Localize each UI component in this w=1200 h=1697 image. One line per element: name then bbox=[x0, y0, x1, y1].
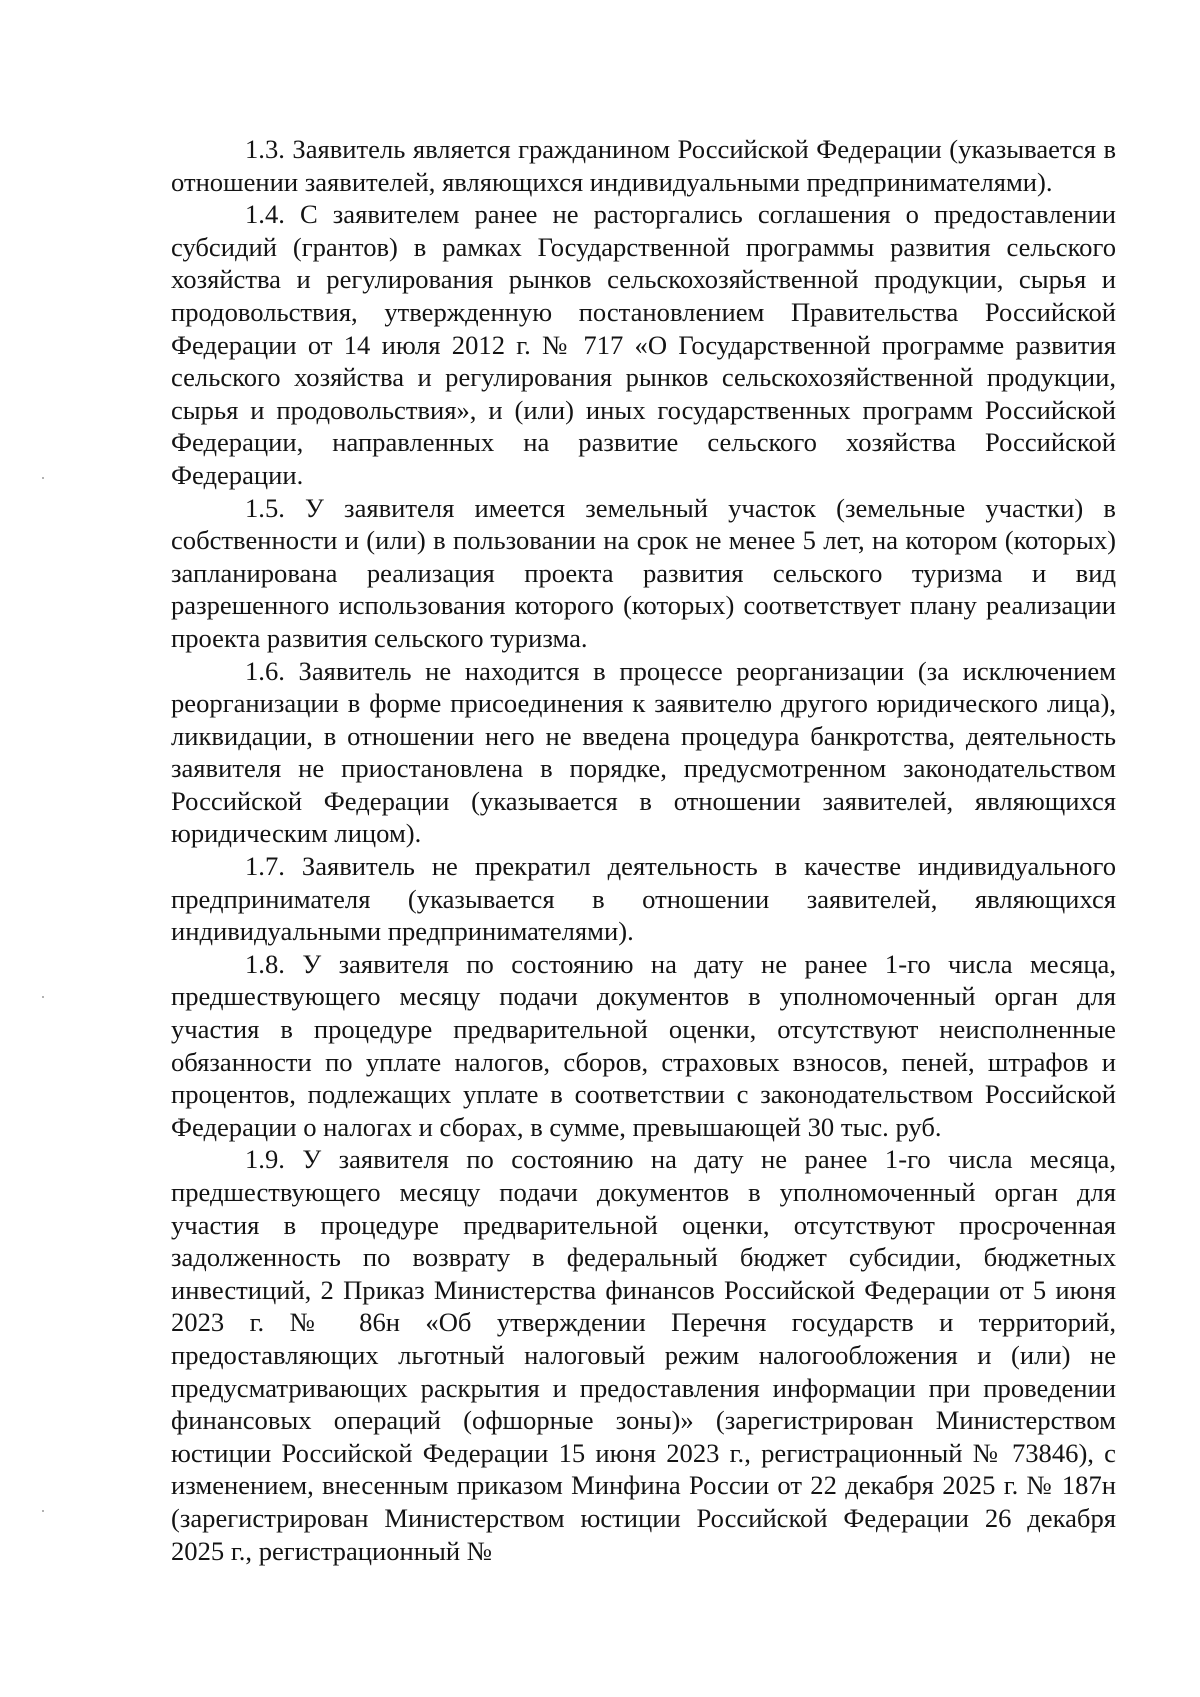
paragraph-1-3: 1.3. Заявитель является гражданином Российской Федерации (указывается в отношении заявителей, являющихся индивидуальными предпринимателями). bbox=[171, 134, 1116, 197]
scan-artifact-dot bbox=[42, 1510, 44, 1512]
paragraph-1-7: 1.7. Заявитель не прекратил деятельность в качестве индивидуального предпринимателя (указывается в отношении заявителей, являющихся индивидуальными предпринимателями). bbox=[171, 851, 1116, 947]
paragraph-1-9: 1.9. У заявителя по состоянию на дату не ранее 1-го числа месяца, предшествующего месяцу подачи документов в уполномоченный орган для участия в процедуре предварительной оценки, отсутствуют просроченная задолженность по возврату в федеральный бюджет субсидии, бюджетных инвестиций, 2 Приказ Министерства финансов Российской Федерации от 5 июня 2023 г. № 86н «Об утверждении Перечня государств и территорий, предоставляющих льготный налоговый режим налогообложения и (или) не предусматривающих раскрытия и предоставления информации при проведении финансовых операций (офшорные зоны)» (зарегистрирован Министерством юстиции Российской Федерации 15 июня 2023 г., регистрационный № 73846), с изменением, внесенным приказом Минфина России от 22 декабря 2025 г. № 187н (зарегистрирован Министерством юстиции Российской Федерации 26 декабря 2025 г., регистрационный № bbox=[171, 1144, 1116, 1566]
paragraph-1-6: 1.6. Заявитель не находится в процессе реорганизации (за исключением реорганизации в форме присоединения к заявителю другого юридического лица), ликвидации, в отношении него не введена процедура банкротства, деятельность заявителя не приостановлена в порядке, предусмотренном законодательством Российской Федерации (указывается в отношении заявителей, являющихся юридическим лицом). bbox=[171, 655, 1116, 849]
scan-artifact-dot bbox=[42, 996, 44, 998]
paragraph-1-5: 1.5. У заявителя имеется земельный участок (земельные участки) в собственности и (или) в пользовании на срок не менее 5 лет, на котором (которых) запланирована реализация проекта развития сельского туризма и вид разрешенного использования которого (которых) соответствует плану реализации проекта развития сельского туризма. bbox=[171, 492, 1116, 653]
scan-artifact-dot bbox=[42, 477, 44, 479]
paragraph-1-4: 1.4. С заявителем ранее не расторгались соглашения о предоставлении субсидий (грантов) в рамках Государственной программы развития сельского хозяйства и регулирования рынков сельскохозяйственной продукции, сырья и продовольствия, утвержденную постановлением Правительства Российской Федерации от 14 июля 2012 г. № 717 «О Государственной программе развития сельского хозяйства и регулирования рынков сельскохозяйственной продукции, сырья и продовольствия», и (или) иных государственных программ Российской Федерации, направленных на развитие сельского хозяйства Российской Федерации. bbox=[171, 199, 1116, 490]
paragraph-1-8: 1.8. У заявителя по состоянию на дату не ранее 1-го числа месяца, предшествующего месяцу подачи документов в уполномоченный орган для участия в процедуре предварительной оценки, отсутствуют неисполненные обязанности по уплате налогов, сборов, страховых взносов, пеней, штрафов и процентов, подлежащих уплате в соответствии с законодательством Российской Федерации о налогах и сборах, в сумме, превышающей 30 тыс. руб. bbox=[171, 948, 1116, 1142]
document-body bbox=[171, 133, 1116, 1567]
